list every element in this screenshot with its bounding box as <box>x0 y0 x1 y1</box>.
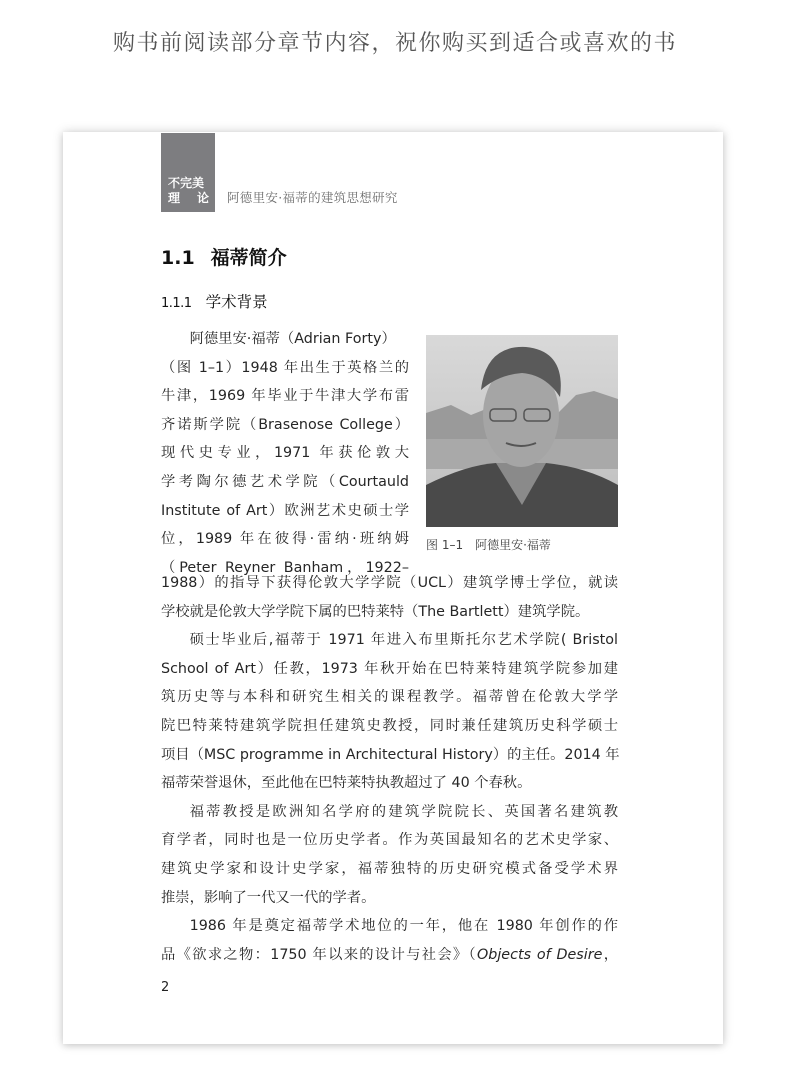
text-line: School of Art）任教，1973 年秋开始在巴特莱特建筑学院参加建 <box>161 660 618 677</box>
promo-banner: 购书前阅读部分章节内容，祝你购买到适合或喜欢的书 <box>112 31 677 56</box>
series-label-line2 <box>168 191 209 206</box>
text-line: 阿德里安·福蒂（Adrian Forty） <box>189 331 396 347</box>
series-label-block <box>161 133 215 212</box>
portrait-photo <box>426 335 618 527</box>
paragraph-wrapped-column <box>161 325 409 582</box>
text-line: 建筑史学家和设计史学家，福蒂独特的历史研究模式备受学术界 <box>161 860 618 877</box>
text-line: 齐诺斯学院（Brasenose College） <box>161 416 409 433</box>
text-line: 硕士毕业后,福蒂于 1971 年进入布里斯托尔艺术学院( Bristol <box>189 632 618 649</box>
text-line: 现代史专业，1971 年获伦敦大 <box>161 445 409 462</box>
text-line: 1986 年是奠定福蒂学术地位的一年，他在 1980 年创作的作 <box>189 918 618 935</box>
series-label-line1: 不完美 <box>168 176 205 190</box>
section-heading <box>161 243 287 270</box>
series-label-char: 论 <box>196 191 209 205</box>
figure-number: 图 1–1 <box>426 538 464 552</box>
text-line: 1988）的指导下获得伦敦大学学院（UCL）建筑学博士学位，就读 <box>161 575 618 591</box>
paragraph-full-column <box>161 569 618 969</box>
figure-caption <box>426 536 551 553</box>
text-line: 位，1989 年在彼得·雷纳·班纳姆 <box>161 531 409 548</box>
text-line: 学考陶尔德艺术学院（Courtauld <box>161 473 409 490</box>
subsection-heading <box>161 290 268 312</box>
text-line <box>161 941 618 970</box>
book-title-italic: Objects of Desire <box>477 946 603 963</box>
text-line: 筑历史等与本科和研究生相关的课程教学。福蒂曾在伦敦大学学 <box>161 689 618 706</box>
running-head: 阿德里安·福蒂的建筑思想研究 <box>227 190 398 205</box>
text-line: 院巴特莱特建筑学院担任建筑史教授，同时兼任建筑历史科学硕士 <box>161 717 618 734</box>
text-line: 福蒂教授是欧洲知名学府的建筑学院院长、英国著名建筑教 <box>189 803 618 820</box>
text-line: （Peter Reyner Banham，1922– <box>161 559 409 576</box>
figure-caption-text: 阿德里安·福蒂 <box>475 538 551 552</box>
text-line: Institute of Art）欧洲艺术史硕士学 <box>161 502 409 519</box>
page-number: 2 <box>161 980 170 995</box>
text-line: 推崇，影响了一代又一代的学者。 <box>161 889 376 906</box>
text-line: 牛津，1969 年毕业于牛津大学布雷 <box>161 388 409 405</box>
subsection-title: 学术背景 <box>205 293 268 311</box>
subsection-number: 1.1.1 <box>161 296 192 311</box>
section-title: 福蒂简介 <box>210 247 287 269</box>
text-line: 学校就是伦敦大学学院下属的巴特莱特（The Bartlett）建筑学院。 <box>161 603 590 620</box>
text-line: 育学者，同时也是一位历史学者。作为英国最知名的艺术史学家、 <box>161 832 618 849</box>
text-line: （图 1–1）1948 年出生于英格兰的 <box>161 359 409 376</box>
portrait-image <box>426 335 618 527</box>
text-line: 福蒂荣誉退休，至此他在巴特莱特执教超过了 40 个春秋。 <box>161 775 532 792</box>
book-page <box>63 132 723 1044</box>
text-run: ， <box>602 946 619 963</box>
series-label-char: 理 <box>168 191 181 205</box>
text-line: 项目（MSC programme in Architectural History）的主任。2014 年 <box>161 746 620 763</box>
section-number: 1.1 <box>161 247 195 269</box>
text-run: 品《欲求之物：1750 年以来的设计与社会》（ <box>161 946 477 963</box>
